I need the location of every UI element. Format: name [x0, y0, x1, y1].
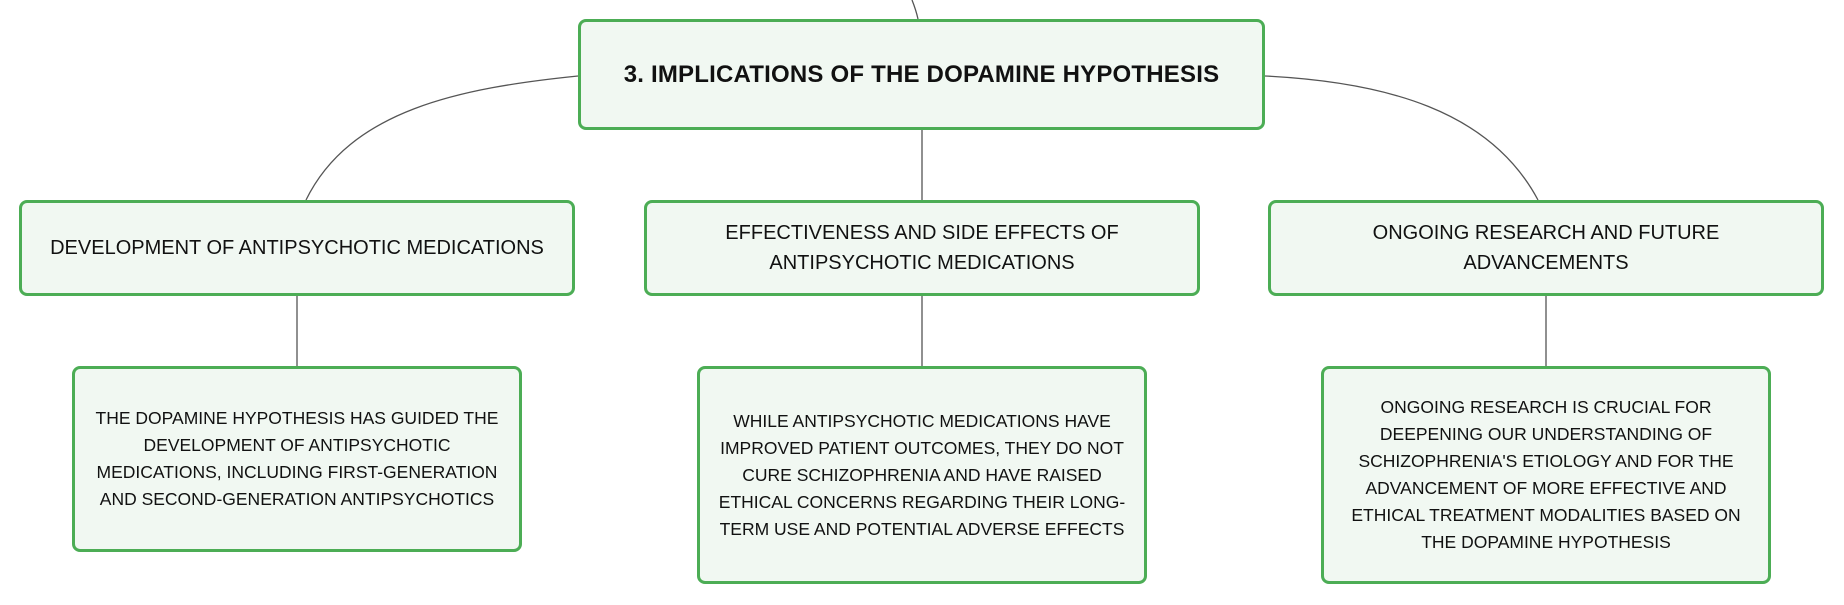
detail-node-ongoing-research[interactable]: [1321, 366, 1771, 584]
root-topic-label: 3. IMPLICATIONS OF THE DOPAMINE HYPOTHESIS: [623, 60, 1220, 88]
connector-root-to-branch-1: [306, 76, 578, 200]
branch-label: DEVELOPMENT OF ANTIPSYCHOTIC MEDICATIONS: [50, 237, 544, 259]
branch-node-effectiveness-side-effects[interactable]: [644, 200, 1200, 296]
root-topic-node[interactable]: [578, 19, 1265, 130]
detail-text: WHILE ANTIPSYCHOTIC MEDICATIONS HAVE IMPROVED PATIENT OUTCOMES, THEY DO NOT CURE SCHIZOPHRENIA AND HAVE RAISED ETHICAL CONCERNS REGARDING THEIR LONG-TERM USE AND POTENTIAL ADVERSE EFFECTS: [718, 410, 1126, 539]
detail-text: ONGOING RESEARCH IS CRUCIAL FOR DEEPENING OUR UNDERSTANDING OF SCHIZOPHRENIA'S ETIOLOGY AND FOR THE ADVANCEMENT OF MORE EFFECTIVE AND ETHICAL TREATMENT MODALITIES BASED ON THE DOPAMINE HYPOTHESIS: [1351, 397, 1741, 552]
detail-node-effectiveness-side-effects[interactable]: [697, 366, 1147, 584]
detail-node-antipsychotic-development[interactable]: [72, 366, 522, 552]
branch-node-ongoing-research[interactable]: [1268, 200, 1824, 296]
branch-label: ONGOING RESEARCH AND FUTURE ADVANCEMENTS: [1372, 222, 1720, 274]
branch-label: EFFECTIVENESS AND SIDE EFFECTS OF ANTIPSYCHOTIC MEDICATIONS: [725, 222, 1119, 274]
connector-from-parent: [912, 0, 918, 19]
detail-text: THE DOPAMINE HYPOTHESIS HAS GUIDED THE DEVELOPMENT OF ANTIPSYCHOTIC MEDICATIONS, INCLUDING FIRST-GENERATION AND SECOND-GENERATION ANTIPSYCHOTICS: [95, 408, 499, 509]
connector-root-to-branch-3: [1265, 76, 1538, 200]
branch-node-antipsychotic-development[interactable]: [19, 200, 575, 296]
